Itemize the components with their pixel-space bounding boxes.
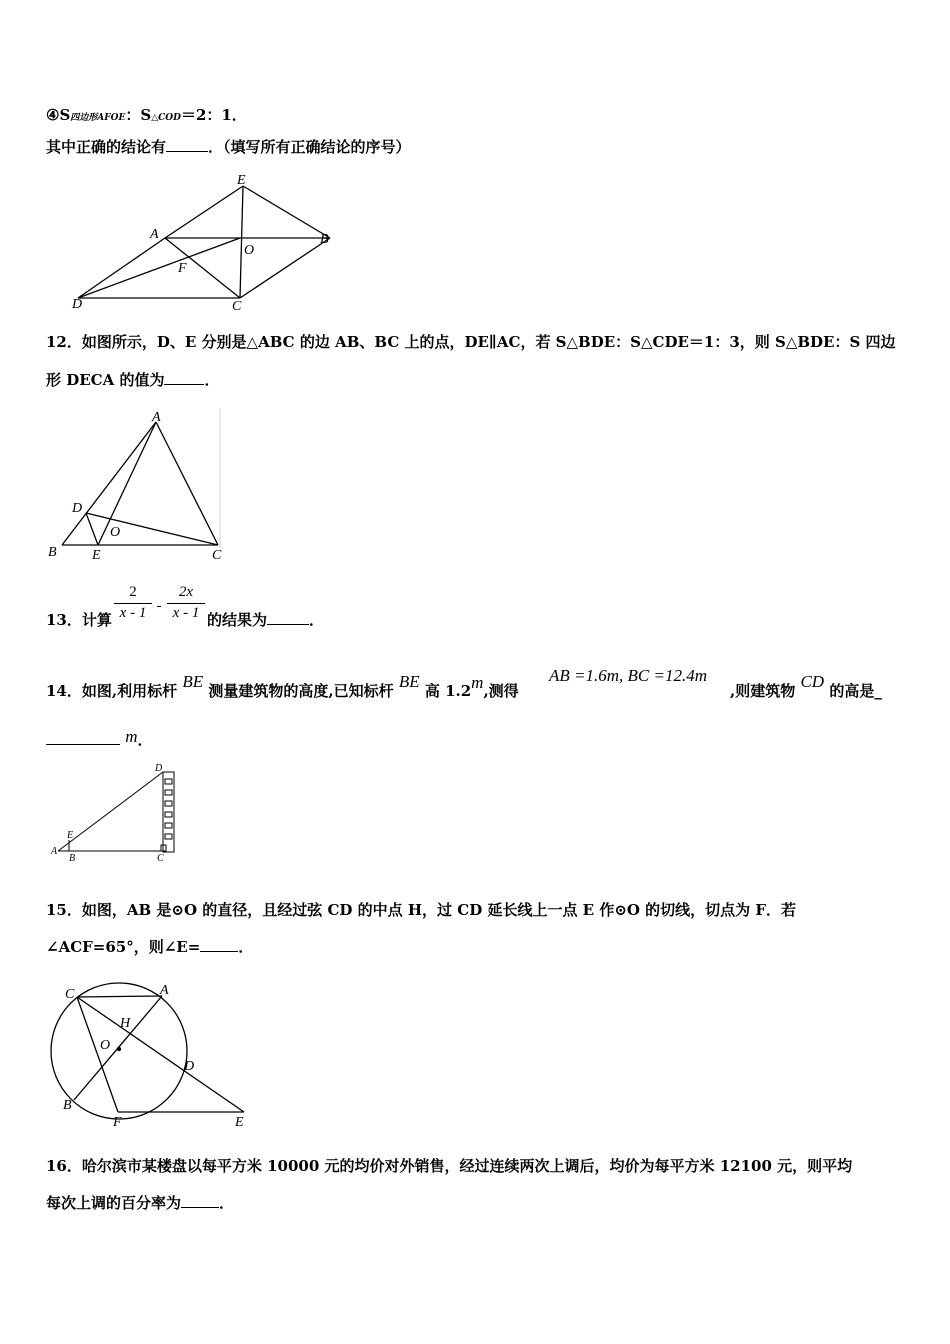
q13-prefix: 13．计算	[46, 611, 112, 629]
fraction-1: $\frac{2}{x - 1}$	[114, 584, 152, 622]
label-E: E	[237, 173, 246, 188]
q12-line1: 12．如图所示，D、E 分别是△ABC 的边 AB、BC 上的点，DE∥AC，若 S△BDE：S△CDE＝1：3，则 S△BDE：S 四边	[46, 333, 896, 351]
label-F: F	[113, 1115, 122, 1130]
label-E: E	[92, 548, 101, 563]
label-D: D	[72, 501, 83, 516]
label-A: A	[160, 983, 169, 998]
label-H: H	[120, 1016, 131, 1031]
q15-line1: 15．如图，AB 是⊙O 的直径，且经过弦 CD 的中点 H，过 CD 延长线上一点 E 作⊙O 的切线，切点为 F．若	[46, 901, 797, 919]
q11-item4: ④S四边形AFOE：S△COD＝2：1．	[46, 106, 247, 124]
label-F: F	[178, 261, 187, 276]
answer-blank[interactable]	[181, 1195, 219, 1208]
label-E: E	[67, 830, 74, 841]
label-O: O	[100, 1038, 111, 1053]
label-O: O	[110, 525, 121, 540]
label-B: B	[69, 853, 76, 864]
q14-line1-end: ,则建筑物 CD 的高是_	[730, 672, 882, 700]
label-A: A	[152, 410, 161, 425]
label-D: D	[72, 297, 83, 312]
minus-sign: -	[156, 598, 162, 614]
q14-line2: m．	[46, 729, 153, 750]
label-B: B	[320, 232, 329, 247]
label-A: A	[150, 227, 159, 242]
label-B: B	[63, 1098, 72, 1113]
q11-conclusion: 其中正确的结论有 ．（填写所有正确结论的序号）	[46, 138, 411, 156]
label-C: C	[65, 987, 75, 1002]
label-C: C	[212, 548, 222, 563]
label-E: E	[235, 1115, 244, 1130]
q16-line1: 16．哈尔滨市某楼盘以每平方米 10000 元的均价对外销售，经过连续两次上调后，均价为每平方米 12100 元，则平均	[46, 1157, 853, 1175]
fraction-2: $\frac{2x}{x - 1}$	[167, 584, 205, 622]
label-D: D	[155, 763, 163, 774]
label-B: B	[48, 545, 57, 560]
label-C: C	[157, 853, 164, 864]
label-C: C	[232, 299, 242, 314]
label-A: A	[51, 846, 58, 857]
q12-line2: 形 DECA 的值为 ．	[46, 371, 220, 389]
label-O: O	[244, 243, 255, 258]
q15-line2: ∠ACF=65°，则∠E= ．	[46, 938, 254, 956]
q13-suffix: 的结果为 ．	[207, 611, 325, 629]
q14-measure: AB =1.6m, BC =12.4m	[549, 666, 707, 685]
q16-line2: 每次上调的百分率为 ．	[46, 1194, 235, 1212]
q14-line1: 14．如图,利用标杆 BE 测量建筑物的高度,已知标杆 BE 高 1.2m,测得	[46, 672, 519, 700]
label-D: D	[184, 1059, 195, 1074]
